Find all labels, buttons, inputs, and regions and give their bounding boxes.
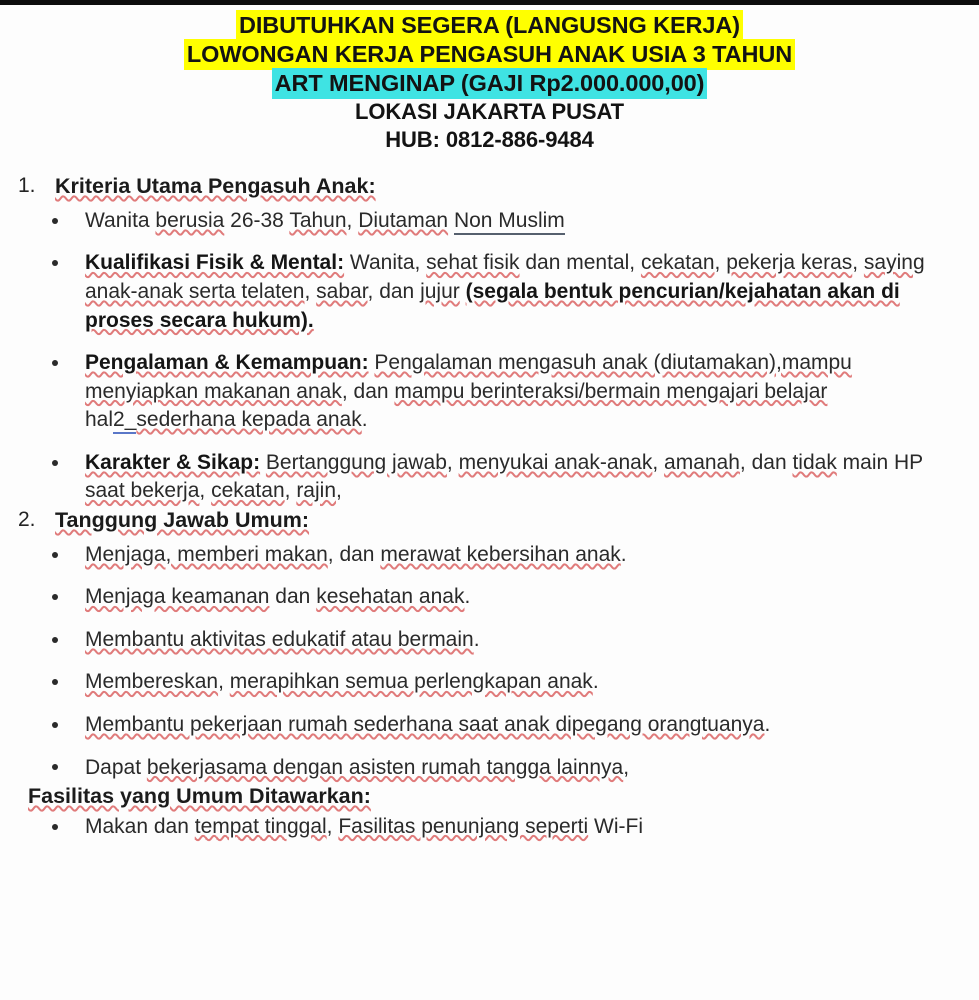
body-text: , dan (367, 280, 421, 304)
header-line-1-text: DIBUTUHKAN SEGERA (LANGUSNG KERJA) (236, 10, 743, 41)
body-text: . (592, 670, 599, 694)
body-text: , (199, 479, 212, 503)
list-item (0, 583, 979, 612)
section-3-title: Fasilitas yang Umum Ditawarkan: (28, 784, 371, 809)
section-1-number: 1. (18, 174, 36, 197)
section-2-number: 2. (18, 507, 36, 531)
body-text: , dan (739, 450, 793, 474)
body-text: . (361, 408, 368, 432)
misspelled-text: saat bekerja (85, 479, 200, 503)
misspelled-text: sederhana kepada anak (136, 408, 362, 432)
misspelled-text: cekatan (211, 479, 285, 503)
section-1-bullet-list (0, 207, 979, 506)
body-text: hal (85, 408, 114, 432)
bold-label-text: Kualifikasi Fisik & Mental: (85, 251, 345, 275)
header-line-1 (0, 14, 979, 38)
list-item (0, 711, 979, 740)
misspelled-text: menyukai anak-anak (458, 450, 653, 474)
list-item (0, 541, 979, 570)
bullet-dot-icon (52, 637, 58, 643)
bold-label-text: Karakter & Sikap: (85, 450, 261, 474)
misspelled-text: sabar (316, 280, 368, 304)
list-item (0, 349, 979, 435)
body-text: , (218, 670, 230, 694)
body-text: , (852, 251, 864, 275)
misspelled-text: Menjaga keamanan (85, 585, 270, 609)
bold-label-text: Pengalaman & Kemampuan: (85, 351, 369, 375)
bullet-dot-icon (52, 260, 58, 266)
misspelled-text: merapihkan semua perlengkapan anak (229, 670, 593, 694)
header-line-2 (0, 43, 979, 67)
header-line-4 (0, 101, 979, 124)
section-2-bullet-list (0, 541, 979, 782)
misspelled-text: mampu berinteraksi/bermain mengajari belajar (394, 379, 828, 403)
body-text: , dan (341, 379, 395, 403)
section-1-heading (0, 172, 979, 201)
misspelled-text: merawat kebersihan anak (380, 542, 621, 566)
misspelled-text: tempat tinggal (194, 814, 327, 838)
body-text: . (620, 542, 627, 566)
bullet-dot-icon (52, 460, 58, 466)
document-body (0, 5, 979, 1000)
list-item (0, 813, 979, 842)
header-line-5 (0, 129, 979, 152)
misspelled-text: Fasilitas penunjang seperti (338, 814, 589, 838)
misspelled-text: kesehatan anak (316, 585, 465, 609)
list-item (0, 449, 979, 506)
body-text: Makan dan (85, 814, 195, 838)
body-text: Wi-Fi (588, 814, 643, 838)
body-text: , (652, 450, 665, 474)
bullet-dot-icon (52, 552, 58, 558)
bullet-dot-icon (52, 360, 58, 366)
misspelled-text: Pengalaman mengasuh anak (diutamakan),mampu menyiapkan makanan anak (85, 351, 852, 403)
blue-underlined-text: 2_ (113, 408, 136, 434)
bullet-dot-icon (52, 722, 58, 728)
body-text: Wanita, (344, 251, 427, 275)
body-text: , (284, 479, 297, 503)
body-text: , (336, 479, 342, 503)
misspelled-text: Membereskan (85, 670, 219, 694)
section-1-title: Kriteria Utama Pengasuh Anak: (55, 174, 376, 198)
body-text: . (764, 712, 771, 736)
bold-label-text: (segala bentuk pencurian/kejahatan akan di proses secara hukum). (85, 280, 900, 332)
misspelled-text: pekerja keras (726, 251, 853, 275)
misspelled-text: Menjaga, memberi makan (85, 542, 328, 566)
misspelled-text: Membantu aktivitas edukatif atau bermain (85, 627, 474, 651)
underlined-text: Non Muslim (454, 209, 565, 235)
section-2-title: Tanggung Jawab Umum: (55, 507, 310, 532)
misspelled-text: Diutaman (358, 208, 449, 232)
header-line-2-text: LOWONGAN KERJA PENGASUH ANAK USIA 3 TAHUN (184, 39, 795, 70)
misspelled-text: sehat fisik (426, 251, 520, 275)
body-text: , (714, 251, 727, 275)
misspelled-text: Bertanggung jawab (265, 450, 447, 474)
body-text: , (623, 755, 630, 779)
job-posting-content (0, 172, 979, 841)
bullet-dot-icon (52, 218, 58, 224)
misspelled-text: amanah (664, 450, 740, 474)
body-text: . (464, 585, 471, 609)
bullet-dot-icon (52, 594, 58, 600)
body-text: . (473, 627, 480, 651)
body-text: dan mental, (519, 251, 641, 275)
misspelled-text: saying anak-anak serta telaten (85, 251, 925, 304)
body-text: Wanita (85, 208, 156, 232)
body-text: main HP (836, 450, 923, 474)
body-text: , (304, 280, 317, 304)
body-text: , dan (327, 542, 381, 566)
header-line-3 (0, 72, 979, 96)
bullet-dot-icon (52, 679, 58, 685)
misspelled-text: rajin (296, 479, 336, 503)
body-text: , (346, 208, 359, 232)
body-text: , (326, 814, 339, 838)
list-item (0, 626, 979, 655)
list-item (0, 207, 979, 236)
header-line-3-text: ART MENGINAP (GAJI Rp2.000.000,00) (272, 68, 708, 99)
section-3-bullet-list (0, 813, 979, 842)
misspelled-text: berusia (155, 208, 225, 232)
body-text: dan (269, 585, 317, 609)
misspelled-text: cekatan (640, 251, 715, 275)
list-item (0, 249, 979, 335)
section-2-heading (0, 506, 979, 535)
bullet-dot-icon (52, 764, 58, 770)
misspelled-text: bekerjasama dengan asisten rumah tangga lainnya (146, 755, 624, 779)
body-text: , (446, 450, 459, 474)
list-item (0, 668, 979, 697)
misspelled-text: Membantu pekerjaan rumah sederhana saat anak dipegang orangtuanya (85, 712, 765, 736)
misspelled-text: jujur (420, 280, 460, 304)
misspelled-text: tidak (792, 450, 837, 474)
job-posting-header (0, 5, 979, 152)
header-contact-text: HUB: 0812-886-9484 (385, 127, 594, 152)
list-item (0, 754, 979, 783)
misspelled-text: Tahun (289, 208, 347, 232)
body-text: 26-38 (224, 208, 290, 232)
header-location-text: LOKASI JAKARTA PUSAT (355, 99, 624, 124)
bullet-dot-icon (52, 824, 58, 830)
body-text: Dapat (85, 755, 147, 779)
